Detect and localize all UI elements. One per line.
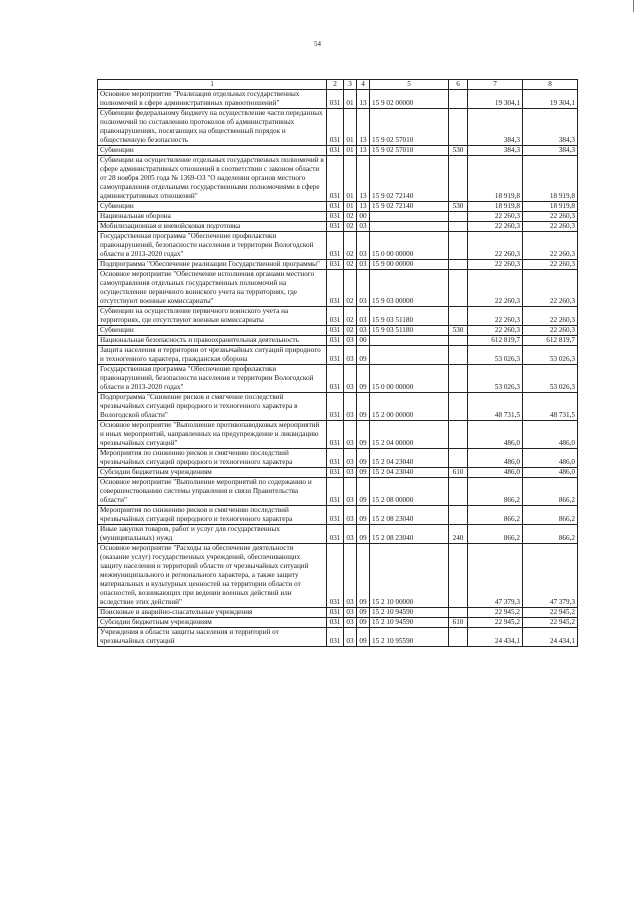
expense-type-code: 610 — [449, 468, 468, 478]
section-code: 03 — [344, 365, 357, 393]
section-code: 03 — [344, 421, 357, 449]
amount-col8: 22 260,3 — [523, 212, 578, 222]
row-name: Иные закупки товаров, работ и услуг для государственных (муниципальных) нужд — [98, 525, 327, 544]
amount-col7: 24 434,1 — [468, 628, 523, 647]
section-code: 01 — [344, 146, 357, 156]
admin-code: 031 — [327, 628, 344, 647]
expense-type-code: 610 — [449, 618, 468, 628]
row-name: Субсидии бюджетным учреждениям — [98, 468, 327, 478]
amount-col8: 22 260,3 — [523, 222, 578, 232]
expense-type-code: 530 — [449, 146, 468, 156]
expense-type-code — [449, 449, 468, 468]
amount-col8: 22 260,3 — [523, 232, 578, 260]
row-name: Основное мероприятие "Выполнение противопаводковых мероприятий и иных мероприятий, направленных на предупреждение и ликвидацию чрезвычайных ситуаций" — [98, 421, 327, 449]
target-article-code: 15 9 03 51180 — [370, 307, 449, 326]
row-name: Субсидии бюджетным учреждениям — [98, 618, 327, 628]
subsection-code: 09 — [357, 628, 370, 647]
row-name: Мобилизационная и вневойсковая подготовка — [98, 222, 327, 232]
amount-col7: 22 945,2 — [468, 618, 523, 628]
amount-col7: 53 026,3 — [468, 365, 523, 393]
row-name: Основное мероприятие "Реализация отдельных государственных полномочий в сфере административных правоотношений" — [98, 90, 327, 109]
section-code: 03 — [344, 525, 357, 544]
admin-code: 031 — [327, 478, 344, 506]
subsection-code: 09 — [357, 393, 370, 421]
expense-type-code — [449, 307, 468, 326]
amount-col7: 22 260,3 — [468, 307, 523, 326]
table-row — [98, 421, 578, 449]
table-row — [98, 270, 578, 307]
row-name: Субвенции федеральному бюджету на осуществление части переданных полномочий по составлению протоколов об административных правонарушениях, посягающих на общественный порядок и общественную безопасность — [98, 109, 327, 146]
target-article-code: 15 9 03 51180 — [370, 326, 449, 336]
expense-type-code — [449, 628, 468, 647]
amount-col8: 384,3 — [523, 146, 578, 156]
amount-col7: 22 260,3 — [468, 326, 523, 336]
subsection-code: 09 — [357, 449, 370, 468]
target-article-code: 15 2 04 23040 — [370, 468, 449, 478]
admin-code: 031 — [327, 449, 344, 468]
target-article-code — [370, 212, 449, 222]
expense-type-code: 530 — [449, 326, 468, 336]
column-header-8: 8 — [523, 80, 578, 90]
row-name: Поисковые и аварийно-спасательные учреждения — [98, 608, 327, 618]
subsection-code: 03 — [357, 260, 370, 270]
table-body — [98, 90, 578, 647]
expense-type-code — [449, 506, 468, 525]
amount-col8: 47 379,3 — [523, 544, 578, 608]
expense-type-code — [449, 421, 468, 449]
admin-code: 031 — [327, 202, 344, 212]
table-row — [98, 346, 578, 365]
amount-col7: 866,2 — [468, 478, 523, 506]
expense-type-code — [449, 365, 468, 393]
amount-col8: 22 260,3 — [523, 326, 578, 336]
table-row — [98, 525, 578, 544]
row-name: Основное мероприятие "Выполнение мероприятий по содержанию и совершенствованию системы управления и связи Правительства области" — [98, 478, 327, 506]
section-code: 02 — [344, 326, 357, 336]
amount-col8: 866,2 — [523, 478, 578, 506]
expense-type-code — [449, 109, 468, 146]
table-row — [98, 307, 578, 326]
expense-type-code — [449, 478, 468, 506]
section-code: 03 — [344, 468, 357, 478]
admin-code: 031 — [327, 109, 344, 146]
table-row — [98, 109, 578, 146]
table-row — [98, 506, 578, 525]
amount-col7: 53 026,3 — [468, 346, 523, 365]
subsection-code: 03 — [357, 326, 370, 336]
amount-col8: 18 919,8 — [523, 202, 578, 212]
table-row — [98, 202, 578, 212]
expense-type-code — [449, 608, 468, 618]
amount-col8: 866,2 — [523, 506, 578, 525]
table-row — [98, 608, 578, 618]
column-header-5: 5 — [370, 80, 449, 90]
row-name: Основное мероприятие "Обеспечение исполнения органами местного самоуправления отдельных государственных полномочий на осуществление первичного воинского учета на территориях, где отсутствуют военные комиссариаты" — [98, 270, 327, 307]
section-code: 03 — [344, 628, 357, 647]
table-row — [98, 449, 578, 468]
expense-type-code — [449, 393, 468, 421]
expense-type-code: 240 — [449, 525, 468, 544]
amount-col7: 22 260,3 — [468, 260, 523, 270]
admin-code: 031 — [327, 307, 344, 326]
admin-code: 031 — [327, 506, 344, 525]
section-code: 02 — [344, 307, 357, 326]
subsection-code: 00 — [357, 336, 370, 346]
target-article-code: 15 2 10 00000 — [370, 544, 449, 608]
target-article-code — [370, 222, 449, 232]
subsection-code: 13 — [357, 202, 370, 212]
table-row — [98, 393, 578, 421]
admin-code: 031 — [327, 393, 344, 421]
amount-col7: 22 260,3 — [468, 212, 523, 222]
row-name: Мероприятия по снижению рисков и смягчению последствий чрезвычайных ситуаций природного и техногенного характера — [98, 449, 327, 468]
row-name: Национальная оборона — [98, 212, 327, 222]
target-article-code — [370, 346, 449, 365]
section-code: 03 — [344, 478, 357, 506]
amount-col8: 53 026,3 — [523, 365, 578, 393]
expense-type-code — [449, 270, 468, 307]
admin-code: 031 — [327, 468, 344, 478]
row-name: Государственная программа "Обеспечение профилактики правонарушений, безопасности населения и территории Вологодской области в 2013-2020 годах" — [98, 232, 327, 260]
subsection-code: 09 — [357, 346, 370, 365]
target-article-code: 15 2 04 23040 — [370, 449, 449, 468]
target-article-code: 15 2 10 94590 — [370, 608, 449, 618]
expense-type-code: 530 — [449, 202, 468, 212]
amount-col7: 866,2 — [468, 506, 523, 525]
column-header-4: 4 — [357, 80, 370, 90]
table-row — [98, 544, 578, 608]
admin-code: 031 — [327, 618, 344, 628]
row-name: Субвенции на осуществление отдельных государственных полномочий в сфере административных отношений в соответствии с законом области от 28 ноября 2005 года № 1369-ОЗ "О наделении органов местного самоуправления отдельными государственными полномочиями в сфере административных отношений" — [98, 156, 327, 202]
section-code: 02 — [344, 260, 357, 270]
section-code: 03 — [344, 393, 357, 421]
row-name: Субвенции — [98, 202, 327, 212]
subsection-code: 09 — [357, 525, 370, 544]
admin-code: 031 — [327, 544, 344, 608]
subsection-code: 09 — [357, 618, 370, 628]
subsection-code: 03 — [357, 307, 370, 326]
table-row — [98, 365, 578, 393]
expense-type-code — [449, 336, 468, 346]
amount-col8: 612 819,7 — [523, 336, 578, 346]
subsection-code: 09 — [357, 506, 370, 525]
table-row — [98, 222, 578, 232]
row-name: Субвенции на осуществление первичного воинского учета на территориях, где отсутствуют военные комиссариаты — [98, 307, 327, 326]
target-article-code: 15 2 08 23040 — [370, 506, 449, 525]
amount-col7: 486,0 — [468, 421, 523, 449]
column-header-1: 1 — [98, 80, 327, 90]
row-name: Защита населения и территории от чрезвычайных ситуаций природного и техногенного характера, гражданская оборона — [98, 346, 327, 365]
admin-code: 031 — [327, 365, 344, 393]
amount-col8: 486,0 — [523, 468, 578, 478]
column-header-7: 7 — [468, 80, 523, 90]
subsection-code: 13 — [357, 156, 370, 202]
subsection-code: 09 — [357, 421, 370, 449]
target-article-code: 15 9 03 00000 — [370, 270, 449, 307]
row-name: Подпрограмма "Снижение рисков и смягчение последствий чрезвычайных ситуаций природного и техногенного характера в Вологодской области" — [98, 393, 327, 421]
table-row — [98, 478, 578, 506]
amount-col7: 384,3 — [468, 146, 523, 156]
section-code: 03 — [344, 346, 357, 365]
subsection-code: 00 — [357, 212, 370, 222]
admin-code: 031 — [327, 421, 344, 449]
table-row — [98, 618, 578, 628]
section-code: 01 — [344, 109, 357, 146]
amount-col7: 22 260,3 — [468, 232, 523, 260]
page-number: 54 — [314, 40, 321, 48]
target-article-code: 15 9 02 57010 — [370, 146, 449, 156]
section-code: 01 — [344, 90, 357, 109]
amount-col7: 866,2 — [468, 525, 523, 544]
subsection-code: 09 — [357, 544, 370, 608]
table-row — [98, 146, 578, 156]
section-code: 03 — [344, 449, 357, 468]
column-header-3: 3 — [344, 80, 357, 90]
amount-col8: 22 260,3 — [523, 260, 578, 270]
amount-col8: 486,0 — [523, 449, 578, 468]
target-article-code: 15 2 08 23040 — [370, 525, 449, 544]
amount-col7: 22 260,3 — [468, 222, 523, 232]
table-row — [98, 326, 578, 336]
admin-code: 031 — [327, 222, 344, 232]
admin-code: 031 — [327, 146, 344, 156]
amount-col7: 19 304,1 — [468, 90, 523, 109]
subsection-code: 09 — [357, 478, 370, 506]
subsection-code: 03 — [357, 270, 370, 307]
amount-col7: 22 945,2 — [468, 608, 523, 618]
subsection-code: 03 — [357, 222, 370, 232]
target-article-code: 15 2 08 00000 — [370, 478, 449, 506]
expense-type-code — [449, 90, 468, 109]
section-code: 03 — [344, 544, 357, 608]
row-name: Национальная безопасность и правоохранительная деятельность — [98, 336, 327, 346]
target-article-code: 15 9 02 72140 — [370, 202, 449, 212]
table-row — [98, 468, 578, 478]
amount-col8: 22 945,2 — [523, 608, 578, 618]
section-code: 02 — [344, 212, 357, 222]
amount-col8: 18 919,8 — [523, 156, 578, 202]
row-name: Учреждения в области защиты населения и территорий от чрезвычайных ситуаций — [98, 628, 327, 647]
admin-code: 031 — [327, 270, 344, 307]
expense-type-code — [449, 156, 468, 202]
section-code: 02 — [344, 270, 357, 307]
row-name: Государственная программа "Обеспечение профилактики правонарушений, безопасности населения и территории Вологодской области в 2013-2020 годах" — [98, 365, 327, 393]
target-article-code: 15 0 00 00000 — [370, 365, 449, 393]
subsection-code: 03 — [357, 232, 370, 260]
expense-type-code — [449, 232, 468, 260]
table-header-row — [98, 80, 578, 90]
target-article-code — [370, 336, 449, 346]
section-code: 02 — [344, 222, 357, 232]
expense-type-code — [449, 346, 468, 365]
section-code: 01 — [344, 156, 357, 202]
target-article-code: 15 0 00 00000 — [370, 232, 449, 260]
admin-code: 031 — [327, 156, 344, 202]
column-header-2: 2 — [327, 80, 344, 90]
section-code: 03 — [344, 608, 357, 618]
subsection-code: 09 — [357, 468, 370, 478]
amount-col7: 486,0 — [468, 468, 523, 478]
amount-col8: 486,0 — [523, 421, 578, 449]
row-name: Субвенции — [98, 326, 327, 336]
expense-type-code — [449, 212, 468, 222]
section-code: 03 — [344, 618, 357, 628]
section-code: 02 — [344, 232, 357, 260]
row-name: Подпрограмма "Обеспечение реализации Государственной программы" — [98, 260, 327, 270]
table-row — [98, 156, 578, 202]
subsection-code: 13 — [357, 90, 370, 109]
column-header-6: 6 — [449, 80, 468, 90]
target-article-code: 15 9 02 72140 — [370, 156, 449, 202]
amount-col8: 48 731,5 — [523, 393, 578, 421]
amount-col8: 22 945,2 — [523, 618, 578, 628]
amount-col8: 384,3 — [523, 109, 578, 146]
admin-code: 031 — [327, 346, 344, 365]
expense-type-code — [449, 222, 468, 232]
table-row — [98, 212, 578, 222]
amount-col7: 384,3 — [468, 109, 523, 146]
subsection-code: 13 — [357, 109, 370, 146]
row-name: Субвенции — [98, 146, 327, 156]
subsection-code: 09 — [357, 365, 370, 393]
target-article-code: 15 9 02 57010 — [370, 109, 449, 146]
table-row — [98, 90, 578, 109]
amount-col8: 22 260,3 — [523, 270, 578, 307]
amount-col7: 22 260,3 — [468, 270, 523, 307]
subsection-code: 13 — [357, 146, 370, 156]
amount-col7: 486,0 — [468, 449, 523, 468]
amount-col7: 47 379,3 — [468, 544, 523, 608]
expense-type-code — [449, 260, 468, 270]
amount-col8: 22 260,3 — [523, 307, 578, 326]
row-name: Основное мероприятие "Расходы на обеспечение деятельности (оказание услуг) государственных учреждений, обеспечивающих защиту населения и территорий области от чрезвычайных ситуаций межмуниципального и регионального характера, а также защиту материальных и культурных ценностей на территории области от опасностей, возникающих при ведении военных действий или вследствие этих действий" — [98, 544, 327, 608]
subsection-code: 09 — [357, 608, 370, 618]
scan-edge-mark — [633, 0, 634, 12]
expense-type-code — [449, 544, 468, 608]
admin-code: 031 — [327, 336, 344, 346]
amount-col7: 18 919,8 — [468, 156, 523, 202]
amount-col8: 53 026,3 — [523, 346, 578, 365]
table-row — [98, 232, 578, 260]
section-code: 01 — [344, 202, 357, 212]
target-article-code: 15 2 10 94590 — [370, 618, 449, 628]
target-article-code: 15 2 10 95590 — [370, 628, 449, 647]
amount-col8: 19 304,1 — [523, 90, 578, 109]
target-article-code: 15 9 00 00000 — [370, 260, 449, 270]
budget-table — [97, 79, 578, 647]
section-code: 03 — [344, 506, 357, 525]
target-article-code: 15 2 04 00000 — [370, 421, 449, 449]
amount-col7: 612 819,7 — [468, 336, 523, 346]
admin-code: 031 — [327, 90, 344, 109]
amount-col7: 48 731,5 — [468, 393, 523, 421]
admin-code: 031 — [327, 212, 344, 222]
admin-code: 031 — [327, 608, 344, 618]
admin-code: 031 — [327, 326, 344, 336]
table-row — [98, 260, 578, 270]
target-article-code: 15 9 02 00000 — [370, 90, 449, 109]
target-article-code: 15 2 00 00000 — [370, 393, 449, 421]
admin-code: 031 — [327, 525, 344, 544]
row-name: Мероприятия по снижению рисков и смягчению последствий чрезвычайных ситуаций природного и техногенного характера — [98, 506, 327, 525]
amount-col7: 18 919,8 — [468, 202, 523, 212]
section-code: 03 — [344, 336, 357, 346]
amount-col8: 866,2 — [523, 525, 578, 544]
table-row — [98, 336, 578, 346]
admin-code: 031 — [327, 232, 344, 260]
table-row — [98, 628, 578, 647]
admin-code: 031 — [327, 260, 344, 270]
amount-col8: 24 434,1 — [523, 628, 578, 647]
